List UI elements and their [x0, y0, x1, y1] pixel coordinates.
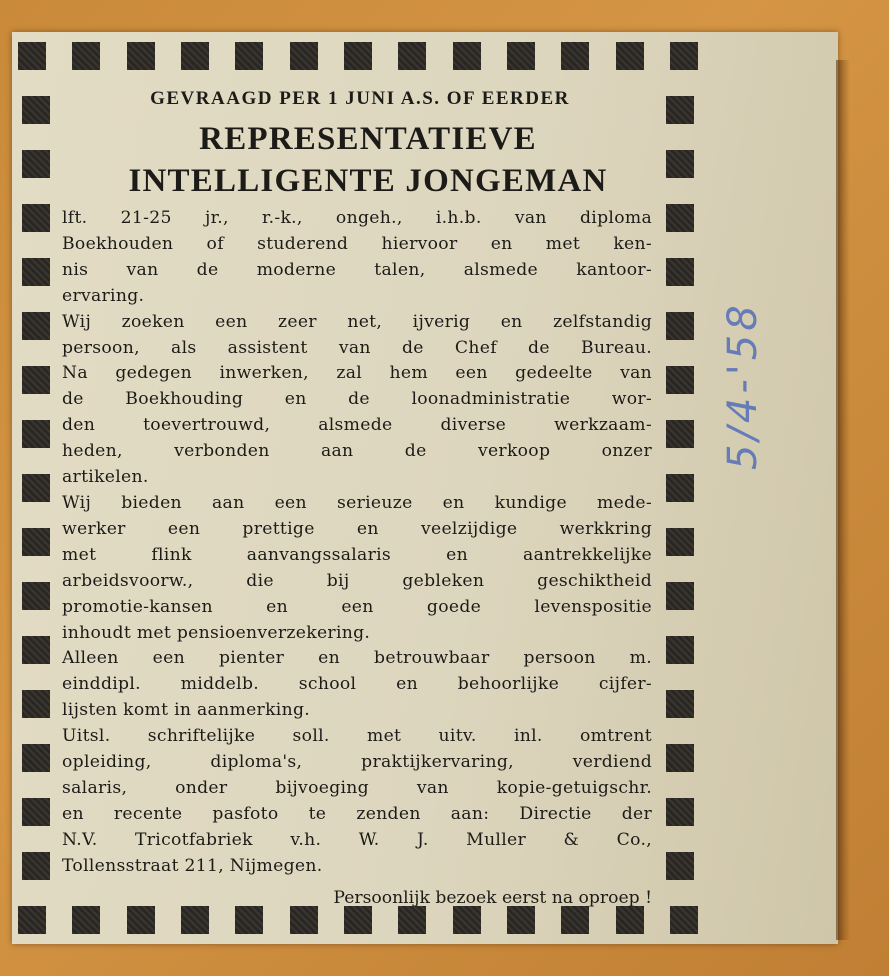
border-square [670, 906, 698, 934]
border-square [616, 42, 644, 70]
border-square [22, 528, 50, 556]
border-square [22, 744, 50, 772]
border-square [666, 744, 694, 772]
border-square [181, 906, 209, 934]
border-square [616, 906, 644, 934]
border-square [507, 906, 535, 934]
ad-kicker: GEVRAAGD PER 1 JUNI A.S. OF EERDER [150, 88, 570, 109]
ad-line: werker een prettige en veelzijdige werkkring [62, 518, 652, 539]
ad-line: lft. 21-25 jr., r.-k., ongeh., i.h.b. van diploma [62, 208, 652, 228]
job-advertisement [62, 84, 652, 908]
ad-line: en recente pasfoto te zenden aan: Directie der [62, 803, 652, 824]
border-square [127, 42, 155, 70]
ad-line: inhoudt met pensioenverzekering. [62, 622, 371, 643]
border-square [670, 42, 698, 70]
ad-line: einddipl. middelb. school en behoorlijke cijfer- [62, 674, 652, 695]
border-square [666, 474, 694, 502]
ad-line: den toevertrouwd, alsmede diverse werkzaam- [62, 415, 652, 436]
border-square [666, 636, 694, 664]
border-square [561, 906, 589, 934]
ad-line: nis van de moderne talen, alsmede kantoor- [62, 259, 652, 280]
border-square [22, 798, 50, 826]
border-square [22, 474, 50, 502]
clipping-shadow [836, 60, 850, 940]
border-square [290, 42, 318, 70]
border-square [72, 906, 100, 934]
border-square [235, 42, 263, 70]
ad-line: Uitsl. schriftelijke soll. met uitv. inl. omtrent [62, 726, 652, 747]
border-square [666, 690, 694, 718]
ad-line: arbeidsvoorw., die bij gebleken geschiktheid [62, 570, 652, 591]
border-square [22, 690, 50, 718]
ad-line: opleiding, diploma's, praktijkervaring, verdiend [62, 752, 652, 773]
ad-line: Boekhouden of studerend hiervoor en met ken- [62, 233, 652, 254]
border-square [453, 906, 481, 934]
border-square [666, 204, 694, 232]
pencil-date-annotation: 5/4-'58 [720, 301, 766, 470]
border-square [666, 798, 694, 826]
ad-line: Na gedegen inwerken, zal hem een gedeelte van [62, 363, 652, 384]
headline-line-1: REPRESENTATIEVE [199, 121, 537, 157]
border-square [22, 312, 50, 340]
ad-line: promotie-kansen en een goede levenspositie [62, 596, 652, 617]
border-square [290, 906, 318, 934]
ad-body [62, 206, 652, 880]
ad-line: Alleen een pienter en betrouwbaar persoon m. [62, 648, 652, 669]
ad-line: ervaring. [62, 285, 145, 306]
border-square [22, 150, 50, 178]
border-square [507, 42, 535, 70]
border-square [22, 204, 50, 232]
ad-closing: Persoonlijk bezoek eerst na oproep ! [333, 887, 652, 908]
border-square [666, 258, 694, 286]
ad-line: persoon, als assistent van de Chef de Bureau. [62, 337, 652, 358]
border-square [666, 852, 694, 880]
border-square [72, 42, 100, 70]
border-square [22, 636, 50, 664]
ad-line: salaris, onder bijvoeging van kopie-getuigschr. [62, 777, 652, 798]
border-square [344, 906, 372, 934]
ad-line: artikelen. [62, 467, 149, 488]
border-square [666, 96, 694, 124]
border-square [22, 852, 50, 880]
border-square [666, 582, 694, 610]
border-square [22, 582, 50, 610]
border-square [22, 258, 50, 286]
ad-line: de Boekhouding en de loonadministratie wor- [62, 389, 652, 410]
border-square [666, 150, 694, 178]
border-square [18, 42, 46, 70]
border-square [18, 906, 46, 934]
border-square [561, 42, 589, 70]
ad-line: N.V. Tricotfabriek v.h. W. J. Muller & Co., [62, 829, 652, 850]
border-square [666, 420, 694, 448]
border-square [235, 906, 263, 934]
border-square [127, 906, 155, 934]
ad-headline [84, 118, 652, 202]
border-square [181, 42, 209, 70]
ad-line: lijsten komt in aanmerking. [62, 700, 311, 721]
border-square [22, 420, 50, 448]
ad-line: met flink aanvangssalaris en aantrekkelijke [62, 544, 652, 565]
border-square [453, 42, 481, 70]
ad-line: Tollensstraat 211, Nijmegen. [62, 855, 323, 876]
ad-line: Wij zoeken een zeer net, ijverig en zelfstandig [62, 311, 652, 332]
border-square [666, 528, 694, 556]
ad-line: heden, verbonden aan de verkoop onzer [62, 441, 652, 462]
border-square [344, 42, 372, 70]
border-square [398, 906, 426, 934]
border-square [398, 42, 426, 70]
border-square [666, 366, 694, 394]
headline-line-2: INTELLIGENTE JONGEMAN [128, 163, 608, 199]
border-square [22, 366, 50, 394]
border-square [666, 312, 694, 340]
ad-line: Wij bieden aan een serieuze en kundige mede- [62, 492, 652, 513]
border-square [22, 96, 50, 124]
